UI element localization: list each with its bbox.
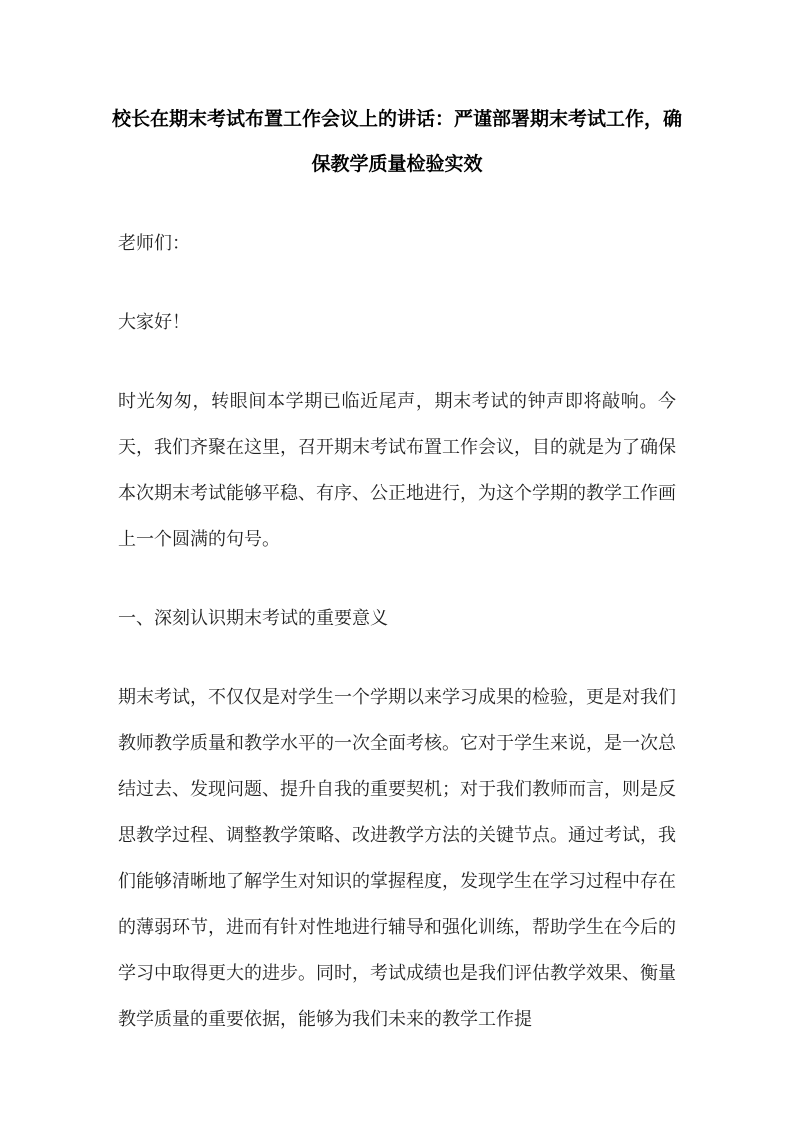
document-content [112,0,683,1042]
document-title: 校长在期末考试布置工作会议上的讲话：严谨部署期末考试工作，确保教学质量检验实效 [112,109,683,175]
paragraph-greeting: 大家好！ [118,312,190,332]
paragraph-salutation: 老师们： [118,233,190,253]
paragraph-intro: 时光匆匆，转眼间本学期已临近尾声，期末考试的钟声即将敲响。今天，我们齐聚在这里，召开期末考试布置工作会议，目的就是为了确保本次期末考试能够平稳、有序、公正地进行，为这个学期的教学工作画上一个圆满的句号。 [118,391,676,549]
section-heading-1: 一、深刻认识期末考试的重要意义 [118,608,388,628]
paragraph-body-1: 期末考试，不仅仅是对学生一个学期以来学习成果的检验，更是对我们教师教学质量和教学水平的一次全面考核。它对于学生来说，是一次总结过去、发现问题、提升自我的重要契机；对于我们教师而言，则是反思教学过程、调整教学策略、改进教学方法的关键节点。通过考试，我们能够清晰地了解学生对知识的掌握程度，发现学生在学习过程中存在的薄弱环节，进而有针对性地进行辅导和强化训练，帮助学生在今后的学习中取得更大的进步。同时，考试成绩也是我们评估教学效果、衡量教学质量的重要依据，能够为我们未来的教学工作提 [118,687,676,1029]
